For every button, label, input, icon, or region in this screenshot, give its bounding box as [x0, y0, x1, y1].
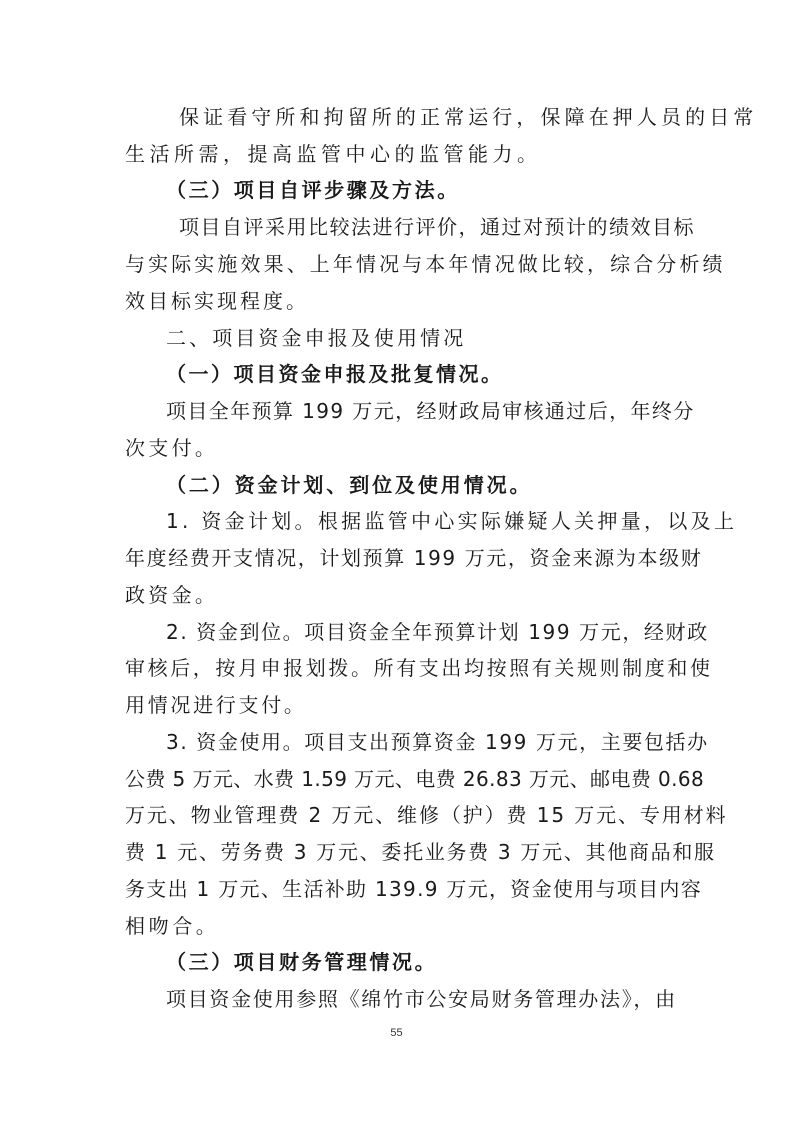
text-line: 万元、物业管理费 2 万元、维修（护）费 15 万元、专用材料 [125, 803, 728, 827]
text-line: 效目标实现程度。 [125, 289, 309, 313]
text-line: 务支出 1 万元、生活补助 139.9 万元，资金使用与项目内容 [125, 877, 703, 901]
text-line: 审核后，按月申报划拨。所有支出均按照有关规则制度和使 [125, 656, 713, 680]
text-line: 相吻合。 [125, 914, 220, 938]
text-line: 年度经费开支情况，计划预算 199 万元，资金来源为本级财 [125, 546, 703, 570]
text-line: 项目资金使用参照《绵竹市公安局财务管理办法》，由 [166, 987, 677, 1011]
section-heading: （三）项目财务管理情况。 [166, 950, 438, 974]
text-line: 3. 资金使用。项目支出预算资金 199 万元，主要包括办 [166, 730, 709, 754]
text-line: 项目全年预算 199 万元，经财政局审核通过后，年终分 [166, 399, 695, 423]
text-line: 用情况进行支付。 [125, 693, 307, 717]
section-heading: （三）项目自评步骤及方法。 [166, 178, 460, 202]
text-line: 生活所需，提高监管中心的监管能力。 [125, 142, 542, 166]
text-line: 政资金。 [125, 583, 219, 607]
section-heading: （二）资金计划、到位及使用情况。 [166, 473, 533, 497]
text-line: 次支付。 [125, 436, 219, 460]
chapter-heading: 二、项目资金申报及使用情况 [166, 326, 467, 350]
section-heading: （一）项目资金申报及批复情况。 [166, 362, 504, 386]
text-line: 保证看守所和拘留所的正常运行，保障在押人员的日常 [179, 105, 758, 129]
text-line: 与实际实施效果、上年情况与本年情况做比较，综合分析绩 [125, 252, 726, 276]
text-line: 公费 5 万元、水费 1.59 万元、电费 26.83 万元、邮电费 0.68 [125, 767, 705, 791]
text-line: 项目自评采用比较法进行评价，通过对预计的绩效目标 [179, 215, 695, 239]
text-line: 费 1 元、劳务费 3 万元、委托业务费 3 万元、其他商品和服 [125, 840, 716, 864]
text-line: 1. 资金计划。根据监管中心实际嫌疑人关押量，以及上 [166, 509, 738, 533]
text-line: 2. 资金到位。项目资金全年预算计划 199 万元，经财政 [166, 620, 709, 644]
page-number: 55 [390, 1027, 403, 1039]
